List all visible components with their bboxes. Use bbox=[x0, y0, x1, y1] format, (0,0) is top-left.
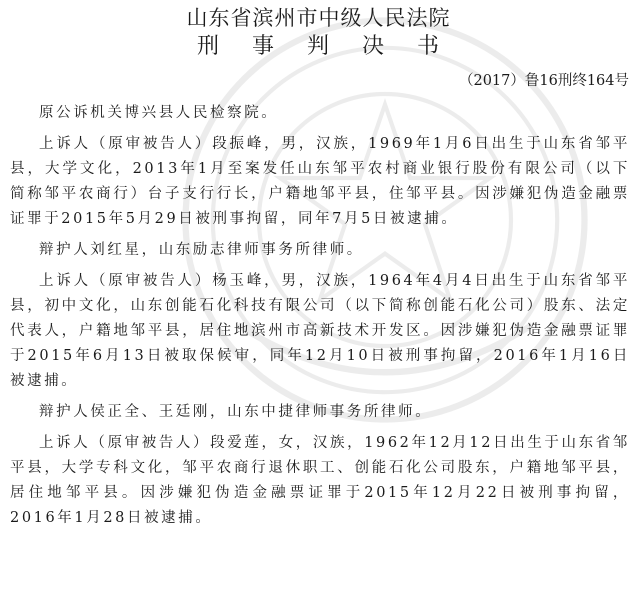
appellant-duan-zhenfeng-paragraph: 上诉人（原审被告人）段振峰，男，汉族，1969年1月6日出生于山东省邹平县，大学文化，2013年1月至案发任山东邹平农村商业银行股份有限公司（以下简称邹平农商行）台子支行行长，户籍地邹平县，住邹平县。因涉嫌犯伪造金融票证罪于2015年5月29日被刑事拘留，同年7月5日被逮捕。 bbox=[10, 136, 630, 227]
judgment-body bbox=[10, 101, 630, 531]
prosecution-organ-paragraph: 原公诉机关博兴县人民检察院。 bbox=[39, 105, 279, 121]
document-type: 刑 事 判 决 书 bbox=[197, 34, 452, 59]
appellant-yang-yufeng-paragraph: 上诉人（原审被告人）杨玉峰，男，汉族，1964年4月4日出生于山东省邹平县，初中文化，山东创能石化科技有限公司（以下简称创能石化公司）股东、法定代表人，户籍地邹平县，居住地滨州市高新技术开发区。因涉嫌犯伪造金融票证罪于2015年6月13日被取保候审，同年12月10日被刑事拘留，2016年1月16日被逮捕。 bbox=[10, 273, 630, 389]
appellant-duan-ailian-paragraph: 上诉人（原审被告人）段爱莲，女，汉族，1962年12月12日出生于山东省邹平县，大学专科文化，邹平农商行退休职工、创能石化公司股东，户籍地邹平县，居住地邹平县。因涉嫌犯伪造金融票证罪于2015年12月22日被刑事拘留，2016年1月28日被逮捕。 bbox=[10, 435, 630, 526]
case-number: （2017）鲁16刑终164号 bbox=[458, 73, 629, 89]
defenders-hou-wang-paragraph: 辩护人侯正全、王廷刚，山东中捷律师事务所律师。 bbox=[39, 404, 433, 420]
court-name: 山东省滨州市中级人民法院 bbox=[186, 6, 451, 30]
defender-liu-hongxing-paragraph: 辩护人刘红星，山东励志律师事务所律师。 bbox=[39, 242, 364, 258]
